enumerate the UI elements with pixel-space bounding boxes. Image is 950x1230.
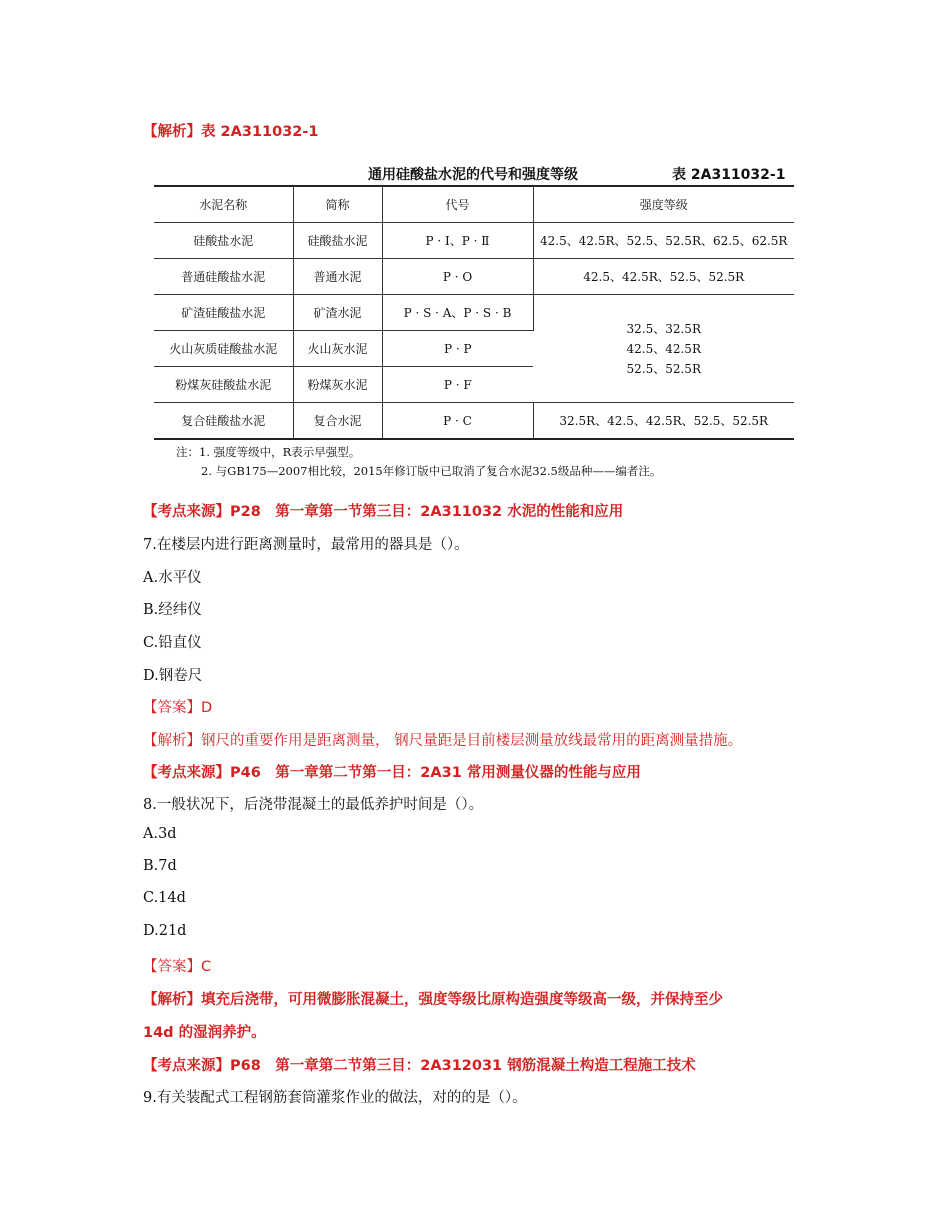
table-row (154, 403, 794, 440)
q6-source: 【考点来源】P28 第一章第一节第三目：2A311032 水泥的性能和应用 (143, 504, 624, 520)
q7-option-d: D.钢卷尺 (143, 668, 203, 684)
table-cell: P · S · A、P · S · B (382, 295, 533, 331)
q8-analysis-line-1: 【解析】填充后浇带，可用微膨胀混凝土，强度等级比原构造强度等级高一级，并保持至少 (143, 992, 723, 1008)
q8-question: 8.一般状况下，后浇带混凝土的最低养护时间是（）。 (143, 797, 484, 813)
q7-question: 7.在楼层内进行距离测量时，最常用的器具是（）。 (143, 537, 469, 553)
q7-option-c: C.铅直仪 (143, 635, 202, 651)
table-caption: 通用硅酸盐水泥的代号和强度等级 (368, 167, 578, 183)
table-cell: 硅酸盐水泥 (293, 223, 382, 259)
merged-grade-line: 42.5、42.5R (626, 341, 701, 356)
table-cell: 火山灰质硅酸盐水泥 (154, 331, 293, 367)
q7-answer: 【答案】D (143, 700, 213, 716)
table-cell: P · C (382, 403, 533, 440)
table-cell: 粉煤灰水泥 (293, 367, 382, 403)
table-number: 表 2A311032-1 (672, 167, 786, 183)
header-strength-grade: 强度等级 (533, 186, 794, 223)
table-cell: 普通水泥 (293, 259, 382, 295)
q8-option-a: A.3d (143, 826, 177, 842)
table-cell: P · P (382, 331, 533, 367)
header-code: 代号 (382, 186, 533, 223)
q8-option-b: B.7d (143, 858, 177, 874)
table-row (154, 259, 794, 295)
table-cell: 32.5R、42.5、42.5R、52.5、52.5R (533, 403, 794, 440)
table-cell: 硅酸盐水泥 (154, 223, 293, 259)
table-cell: 42.5、42.5R、52.5、52.5R、62.5、62.5R (533, 223, 794, 259)
q8-option-d: D.21d (143, 923, 187, 939)
q7-option-b: B.经纬仪 (143, 602, 202, 618)
table-cell: 42.5、42.5R、52.5、52.5R (533, 259, 794, 295)
table-row (154, 223, 794, 259)
header-cement-name: 水泥名称 (154, 186, 293, 223)
table-note-2: 2. 与GB175—2007相比较，2015年修订版中已取消了复合水泥32.5级品种——编者注。 (201, 464, 662, 478)
table-cell: P · F (382, 367, 533, 403)
header-short-name: 简称 (293, 186, 382, 223)
table-cell: 火山灰水泥 (293, 331, 382, 367)
merged-strength-grade-cell (533, 295, 794, 403)
table-note-1: 注：1. 强度等级中，R表示早强型。 (176, 445, 361, 459)
q7-analysis: 【解析】钢尺的重要作用是距离测量， 钢尺量距是目前楼层测量放线最常用的距离测量措施。 (143, 733, 743, 749)
table-cell: P · Ⅰ、P · Ⅱ (382, 223, 533, 259)
table-cell: 普通硅酸盐水泥 (154, 259, 293, 295)
table-cell: 复合水泥 (293, 403, 382, 440)
table-row (154, 295, 794, 331)
table-cell: 矿渣水泥 (293, 295, 382, 331)
cement-table (154, 185, 794, 440)
q8-source: 【考点来源】P68 第一章第二节第三目：2A312031 钢筋混凝土构造工程施工技术 (143, 1058, 696, 1074)
table-header-row (154, 186, 794, 223)
table-cell: 粉煤灰硅酸盐水泥 (154, 367, 293, 403)
q7-source: 【考点来源】P46 第一章第二节第一目：2A31 常用测量仪器的性能与应用 (143, 765, 641, 781)
merged-grade-line: 52.5、52.5R (626, 361, 701, 376)
merged-grade-line: 32.5、32.5R (626, 321, 701, 336)
table-cell: 矿渣硅酸盐水泥 (154, 295, 293, 331)
analysis-heading: 【解析】表 2A311032-1 (143, 124, 319, 140)
table-cell: P · O (382, 259, 533, 295)
q8-analysis-line-2: 14d 的湿润养护。 (143, 1025, 266, 1041)
q9-question: 9.有关装配式工程钢筋套筒灌浆作业的做法，对的的是（）。 (143, 1090, 527, 1106)
table-cell: 复合硅酸盐水泥 (154, 403, 293, 440)
q8-option-c: C.14d (143, 890, 186, 906)
q8-answer: 【答案】C (143, 959, 212, 975)
q7-option-a: A.水平仪 (143, 570, 202, 586)
